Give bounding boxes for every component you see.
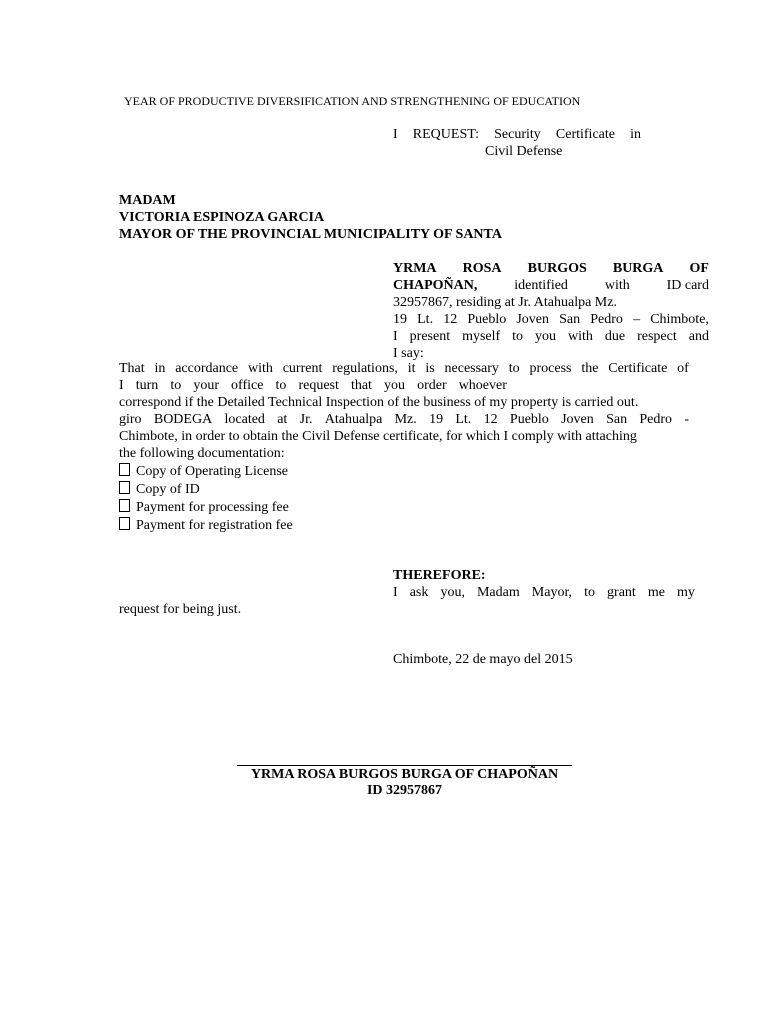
- petitioner-line-1: [393, 260, 709, 277]
- body-word: of: [677, 361, 689, 376]
- petitioner-word: ROSA: [462, 261, 502, 276]
- body-paragraph: [119, 360, 689, 534]
- petitioner-word: –: [633, 312, 641, 327]
- request-word: in: [630, 127, 641, 142]
- body-word: to: [508, 361, 520, 376]
- petitioner-word: BURGA: [612, 261, 664, 276]
- request-word: I: [393, 127, 398, 142]
- petitioner-word: BURGOS: [527, 261, 587, 276]
- body-word: whoever: [458, 378, 507, 393]
- place-and-date: Chimbote, 22 de mayo del 2015: [393, 652, 573, 667]
- ask-word: grant: [607, 585, 636, 600]
- petitioner-word: due: [604, 329, 626, 344]
- body-word: 19: [429, 412, 444, 427]
- body-word: San: [606, 412, 628, 427]
- petitioner-word: Lt.: [417, 312, 434, 327]
- checkbox-square-icon: [119, 517, 130, 530]
- body-word: request: [298, 378, 339, 393]
- petitioner-word: and: [688, 329, 709, 344]
- document-list-item: [119, 517, 689, 534]
- ask-word: ask: [409, 585, 429, 600]
- document-list-item: [119, 499, 689, 516]
- request-word: Certificate: [555, 127, 615, 142]
- petitioner-word: 12: [443, 312, 458, 327]
- checkbox-square-icon: [119, 481, 130, 494]
- addressee-block: [119, 192, 502, 243]
- document-label: Payment for registration fee: [136, 518, 293, 533]
- body-word: Jr.: [299, 412, 313, 427]
- body-line-4: [119, 411, 689, 428]
- checkbox-square-icon: [119, 499, 130, 512]
- ask-word: I: [393, 585, 398, 600]
- body-word: Mz.: [394, 412, 417, 427]
- signature-name: YRMA ROSA BURGOS BURGA OF CHAPOÑAN: [250, 767, 559, 782]
- body-line-6: the following documentation:: [119, 446, 285, 461]
- petitioner-word: with: [604, 278, 630, 293]
- body-word: -: [684, 412, 689, 427]
- petitioner-word: myself: [462, 329, 501, 344]
- petitioner-word: San: [559, 312, 581, 327]
- request-subject: [393, 126, 641, 160]
- petitioner-word: to: [512, 329, 524, 344]
- petitioner-line-3: 32957867, residing at Jr. Atahualpa Mz.: [393, 295, 617, 310]
- body-word: the: [581, 361, 599, 376]
- petitioner-surname: CHAPOÑAN,: [393, 278, 478, 293]
- petitioner-word: Joven: [516, 312, 550, 327]
- body-word: at: [277, 412, 288, 427]
- request-word: Security: [494, 127, 541, 142]
- petitioner-word: respect: [637, 329, 677, 344]
- petitioner-line-6: I say:: [393, 346, 424, 361]
- body-word: office: [231, 378, 264, 393]
- checkbox-square-icon: [119, 463, 130, 476]
- body-word: to: [170, 378, 182, 393]
- body-word: your: [193, 378, 219, 393]
- petitioner-word: you: [535, 329, 557, 344]
- body-word: giro: [119, 412, 142, 427]
- body-word: located: [224, 412, 265, 427]
- body-word: necessary: [444, 361, 499, 376]
- body-word: That: [119, 361, 145, 376]
- petitioner-word: ID card: [666, 278, 709, 293]
- document-label: Payment for processing fee: [136, 500, 289, 515]
- ask-word: you,: [440, 585, 465, 600]
- body-word: Atahualpa: [324, 412, 383, 427]
- petitioner-word: Pueblo: [467, 312, 507, 327]
- addressee-salutation: MADAM: [119, 193, 176, 208]
- petitioner-word: present: [409, 329, 451, 344]
- body-line-1: [119, 360, 689, 377]
- body-word: 12: [483, 412, 498, 427]
- therefore-heading: THEREFORE:: [393, 568, 486, 583]
- body-word: is: [425, 361, 435, 376]
- body-word: regulations,: [332, 361, 398, 376]
- petitioner-block: [393, 260, 709, 362]
- body-word: Pueblo: [509, 412, 549, 427]
- addressee-title: MAYOR OF THE PROVINCIAL MUNICIPALITY OF SANTA: [119, 227, 502, 242]
- body-word: in: [154, 361, 166, 376]
- body-word: Pedro: [639, 412, 673, 427]
- petitioner-word: OF: [689, 261, 709, 276]
- body-word: Lt.: [455, 412, 472, 427]
- ask-continuation: request for being just.: [119, 602, 242, 617]
- petitioner-line-2: [393, 277, 709, 294]
- body-word: turn: [135, 378, 159, 393]
- petitioner-word: identified: [514, 278, 568, 293]
- body-word: you: [384, 378, 406, 393]
- body-word: I: [119, 378, 124, 393]
- body-line-3: correspond if the Detailed Technical Inspection of the business of my property is carried out.: [119, 395, 639, 410]
- petitioner-word: I: [393, 329, 398, 344]
- body-word: order: [417, 378, 447, 393]
- document-list-item: [119, 463, 689, 480]
- document-label: Copy of Operating License: [136, 464, 289, 479]
- petitioner-word: Chimbote,: [650, 312, 709, 327]
- request-line-1: [393, 126, 641, 143]
- addressee-name: VICTORIA ESPINOZA GARCIA: [119, 210, 325, 225]
- body-word: accordance: [175, 361, 239, 376]
- petitioner-line-5: [393, 328, 709, 345]
- petitioner-word: YRMA: [393, 261, 437, 276]
- body-word: that: [350, 378, 372, 393]
- year-motto-header: YEAR OF PRODUCTIVE DIVERSIFICATION AND STRENGTHENING OF EDUCATION: [124, 94, 581, 108]
- document-list-item: [119, 481, 689, 498]
- ask-word: Mayor,: [531, 585, 573, 600]
- request-word: REQUEST:: [412, 127, 479, 142]
- petitioner-word: with: [568, 329, 593, 344]
- body-word: Certificate: [608, 361, 668, 376]
- signature-id: ID 32957867: [366, 783, 443, 798]
- body-word: it: [407, 361, 416, 376]
- ask-word: to: [584, 585, 595, 600]
- request-line-2: Civil Defense: [485, 144, 563, 159]
- petitioner-word: 19: [393, 312, 407, 327]
- ask-word: Madam: [476, 585, 520, 600]
- document-label: Copy of ID: [136, 482, 200, 497]
- petitioner-line-4: [393, 311, 709, 328]
- body-word: to: [275, 378, 287, 393]
- body-word: current: [282, 361, 323, 376]
- body-word: process: [529, 361, 572, 376]
- petitioner-word: Pedro: [590, 312, 623, 327]
- body-line-5: Chimbote, in order to obtain the Civil Defense certificate, for which I comply with attaching: [119, 429, 637, 444]
- ask-line: [393, 584, 695, 601]
- body-word: BODEGA: [153, 412, 213, 427]
- body-word: Joven: [561, 412, 594, 427]
- ask-word: my: [677, 585, 695, 600]
- ask-word: me: [647, 585, 665, 600]
- body-line-2: [119, 377, 507, 394]
- body-word: with: [247, 361, 273, 376]
